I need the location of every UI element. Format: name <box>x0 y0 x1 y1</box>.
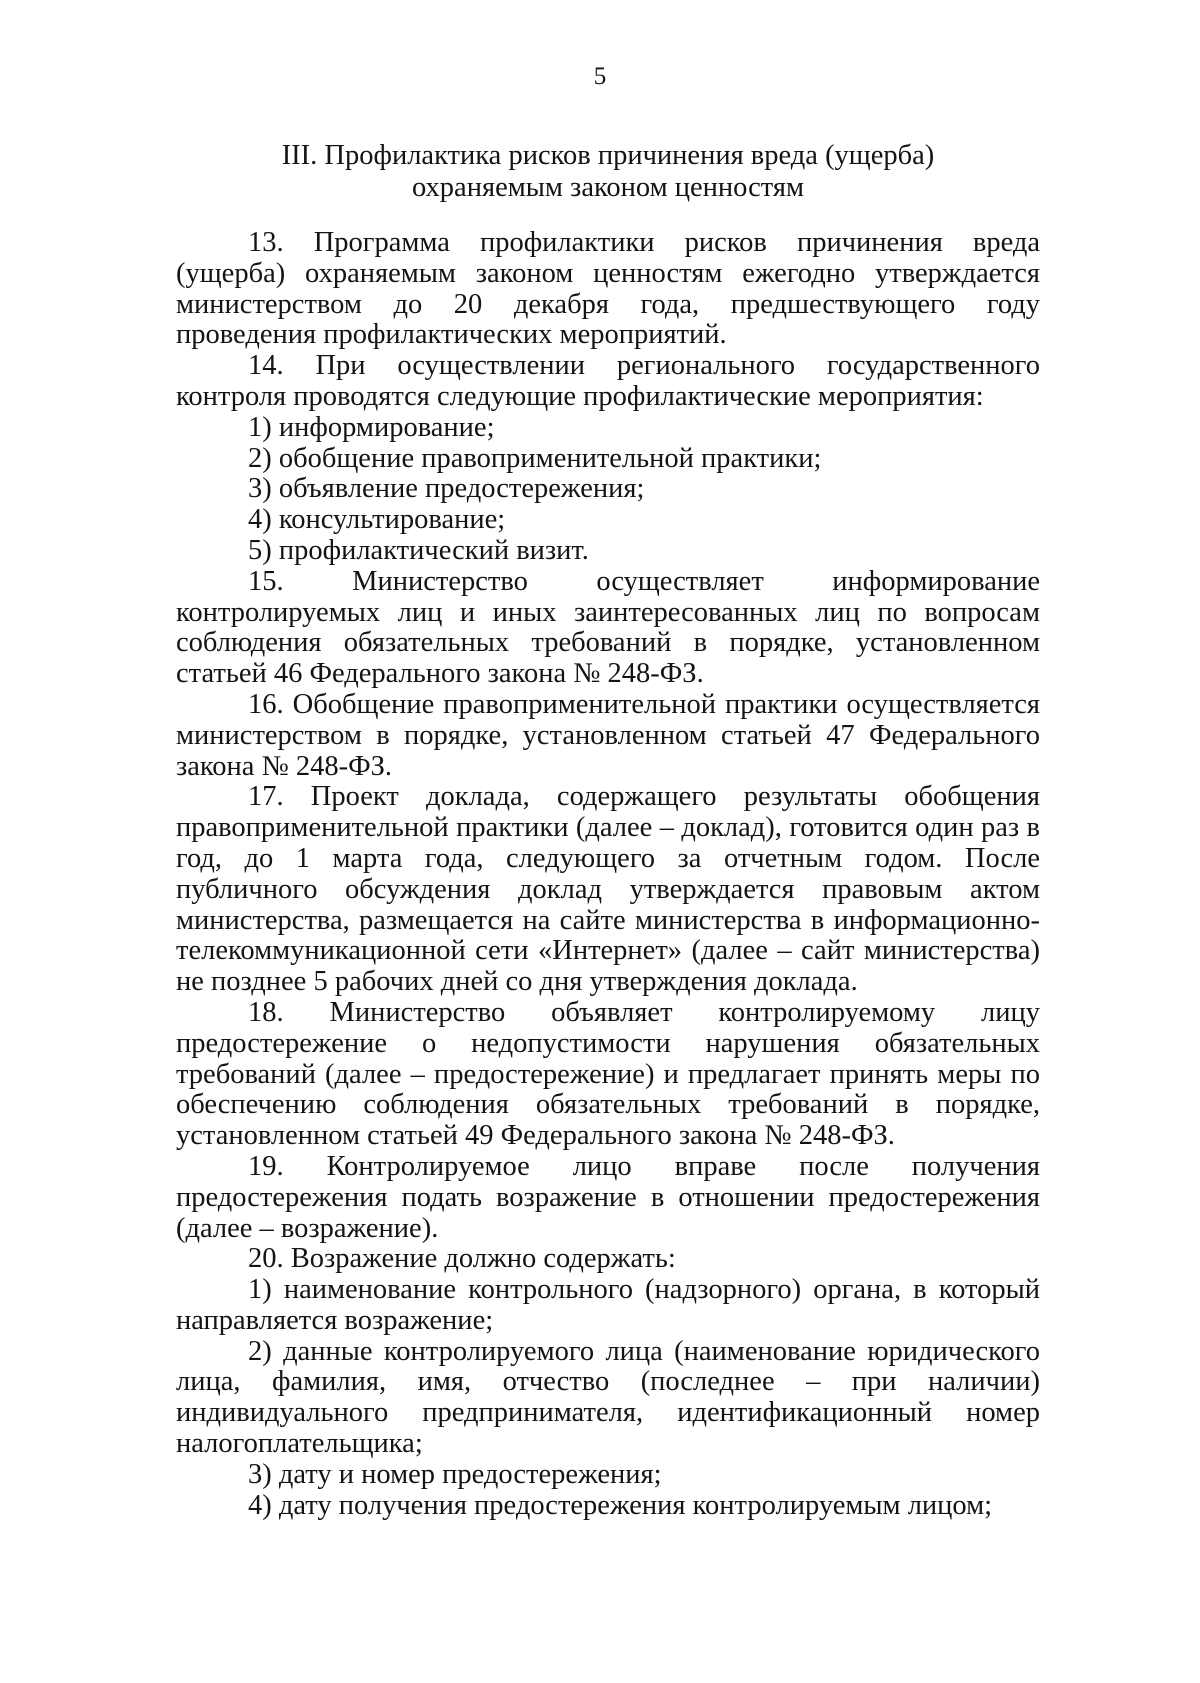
paragraph-20-item-3: 3) дату и номер предостережения; <box>248 1458 662 1490</box>
section-title-line-1: III. Профилактика рисков причинения вреда (ущерба) <box>281 140 935 171</box>
page-number: 5 <box>593 63 607 90</box>
list-item-1: 1) информирование; <box>248 411 495 443</box>
paragraph-17: 17. Проект доклада, содержащего результаты обобщения правоприменительной практики (далее – доклад), готовится один раз в год, до 1 марта года, следующего за отчетным годом. После публичного обсуждения доклад утверждается правовым актом министерства, размещается на сайте министерства в информационно-телекоммуникационной сети «Интернет» (далее – сайт министерства) не позднее 5 рабочих дней со дня утверждения доклада. <box>176 781 1040 998</box>
list-item-2: 2) обобщение правоприменительной практики; <box>248 442 822 474</box>
paragraph-20: 20. Возражение должно содержать: <box>248 1243 676 1275</box>
paragraph-15: 15. Министерство осуществляет информирование контролируемых лиц и иных заинтересованных лиц по вопросам соблюдения обязательных требований в порядке, установленном статьей 46 Федерального закона № 248-ФЗ. <box>176 565 1040 690</box>
list-item-3: 3) объявление предостережения; <box>248 473 645 505</box>
section-heading <box>176 140 1040 204</box>
section-title-line-2: охраняемым законом ценностям <box>412 172 804 203</box>
paragraph-20-item-2: 2) данные контролируемого лица (наименование юридического лица, фамилия, имя, отчество (последнее – при наличии) индивидуального предпринимателя, идентификационный номер налогоплательщика; <box>176 1335 1040 1460</box>
paragraph-18: 18. Министерство объявляет контролируемому лицу предостережение о недопустимости нарушения обязательных требований (далее – предостережение) и предлагает принять меры по обеспечению соблюдения обязательных требований в порядке, установленном статьей 49 Федерального закона № 248-ФЗ. <box>176 996 1040 1152</box>
paragraph-13: 13. Программа профилактики рисков причинения вреда (ущерба) охраняемым законом ценностям ежегодно утверждается министерством до 20 декабря года, предшествующего году проведения профилактических мероприятий. <box>176 227 1040 351</box>
list-item-4: 4) консультирование; <box>248 504 506 536</box>
paragraph-16: 16. Обобщение правоприменительной практики осуществляется министерством в порядке, установленном статьей 47 Федерального закона № 248-ФЗ. <box>176 688 1040 782</box>
list-item-5: 5) профилактический визит. <box>248 534 589 566</box>
paragraph-14: 14. При осуществлении регионального государственного контроля проводятся следующие профилактические мероприятия: <box>176 350 1040 412</box>
paragraph-19: 19. Контролируемое лицо вправе после получения предостережения подать возражение в отношении предостережения (далее – возражение). <box>176 1150 1040 1244</box>
document-body <box>176 228 1040 1521</box>
paragraph-20-item-1: 1) наименование контрольного (надзорного) органа, в который направляется возражение; <box>176 1274 1040 1336</box>
paragraph-20-item-4: 4) дату получения предостережения контролируемым лицом; <box>248 1489 993 1521</box>
